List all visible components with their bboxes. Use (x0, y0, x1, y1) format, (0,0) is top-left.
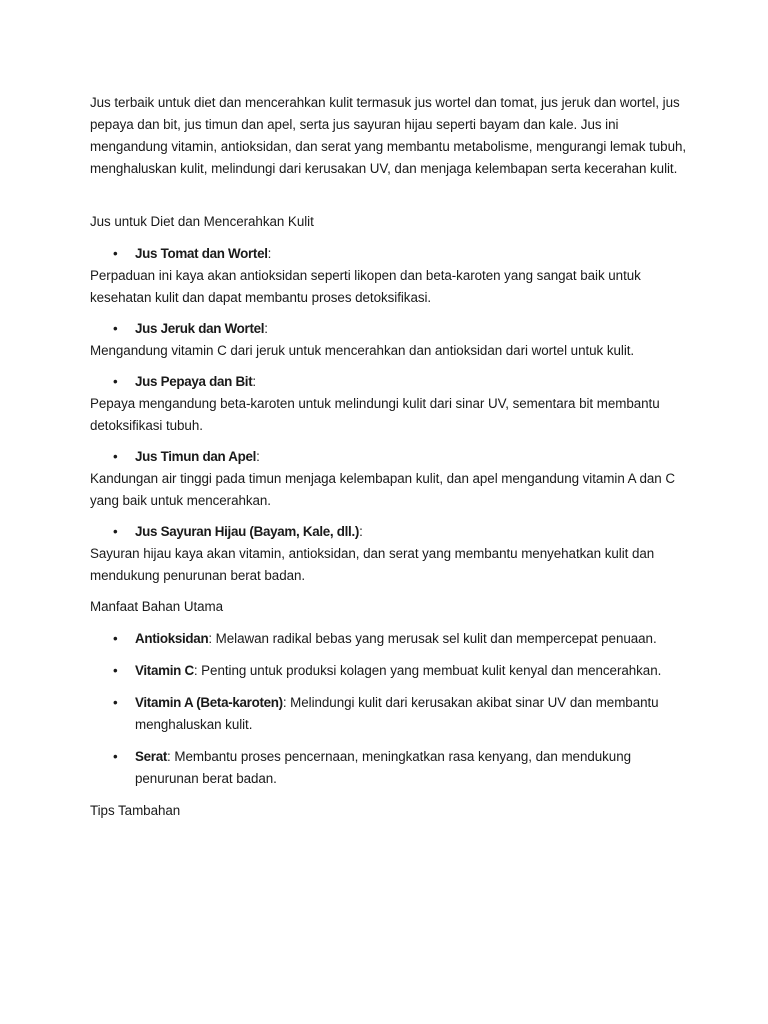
item-title: Vitamin C (135, 663, 194, 678)
section-heading-manfaat: Manfaat Bahan Utama (90, 599, 224, 614)
bullet-icon: • (113, 524, 118, 539)
item-title: Jus Timun dan Apel (135, 449, 257, 464)
item-title: Jus Sayuran Hijau (Bayam, Kale, dll.) (135, 524, 360, 539)
list-item: • Jus Tomat dan Wortel: (90, 243, 690, 265)
bullet-icon: • (113, 663, 118, 678)
item-title: Serat (135, 749, 167, 764)
list-item (90, 660, 690, 682)
manfaat-list (90, 628, 690, 790)
list-item: • Jus Jeruk dan Wortel: (90, 318, 690, 340)
item-description: Sayuran hijau kaya akan vitamin, antioksidan, dan serat yang membantu menyehatkan kulit dan mendukung penurunan berat badan. (90, 546, 655, 583)
item-description: : Melindungi kulit dari kerusakan akibat sinar UV dan membantu menghaluskan kulit. (135, 695, 659, 732)
document-body (90, 92, 690, 832)
item-title: Jus Tomat dan Wortel (135, 246, 268, 261)
bullet-icon: • (113, 695, 118, 710)
list-item: • Jus Sayuran Hijau (Bayam, Kale, dll.): (90, 521, 690, 543)
item-title: Vitamin A (Beta-karoten) (135, 695, 283, 710)
bullet-icon: • (113, 321, 118, 336)
item-description: Perpaduan ini kaya akan antioksidan seperti likopen dan beta-karoten yang sangat baik untuk kesehatan kulit dan dapat membantu proses detoksifikasi. (90, 268, 641, 305)
list-item: • Jus Pepaya dan Bit: (90, 371, 690, 393)
bullet-icon: • (113, 246, 118, 261)
bullet-icon: • (113, 631, 118, 646)
list-item: • Jus Timun dan Apel: (90, 446, 690, 468)
list-item (90, 628, 690, 650)
item-description: Kandungan air tinggi pada timun menjaga kelembapan kulit, dan apel mengandung vitamin A dan C yang baik untuk mencerahkan. (90, 471, 675, 508)
item-description: : Membantu proses pencernaan, meningkatkan rasa kenyang, dan mendukung penurunan berat badan. (135, 749, 631, 786)
bullet-icon: • (113, 374, 118, 389)
bullet-icon: • (113, 449, 118, 464)
list-item (90, 746, 690, 790)
item-title: Antioksidan (135, 631, 209, 646)
intro-paragraph: Jus terbaik untuk diet dan mencerahkan kulit termasuk jus wortel dan tomat, jus jeruk dan wortel, jus pepaya dan bit, jus timun dan apel, serta jus sayuran hijau seperti bayam dan kale. Jus ini mengandung vitamin, antioksidan, dan serat yang membantu metabolisme, mengurangi lemak tubuh, menghaluskan kulit, melindungi dari kerusakan UV, dan menjaga kelembapan serta kecerahan kulit. (90, 95, 687, 176)
item-description: : Melawan radikal bebas yang merusak sel kulit dan mempercepat penuaan. (208, 631, 657, 646)
item-description: Pepaya mengandung beta-karoten untuk melindungi kulit dari sinar UV, sementara bit membantu detoksifikasi tubuh. (90, 396, 660, 433)
bullet-icon: • (113, 749, 118, 764)
jus-list (90, 243, 690, 587)
item-description: Mengandung vitamin C dari jeruk untuk mencerahkan dan antioksidan dari wortel untuk kulit. (90, 343, 635, 358)
item-title: Jus Jeruk dan Wortel (135, 321, 265, 336)
item-title: Jus Pepaya dan Bit (135, 374, 253, 389)
list-item (90, 692, 690, 736)
section-heading-tips: Tips Tambahan (90, 803, 181, 818)
item-description: : Penting untuk produksi kolagen yang membuat kulit kenyal dan mencerahkan. (193, 663, 662, 678)
section-heading-jus: Jus untuk Diet dan Mencerahkan Kulit (90, 214, 314, 229)
